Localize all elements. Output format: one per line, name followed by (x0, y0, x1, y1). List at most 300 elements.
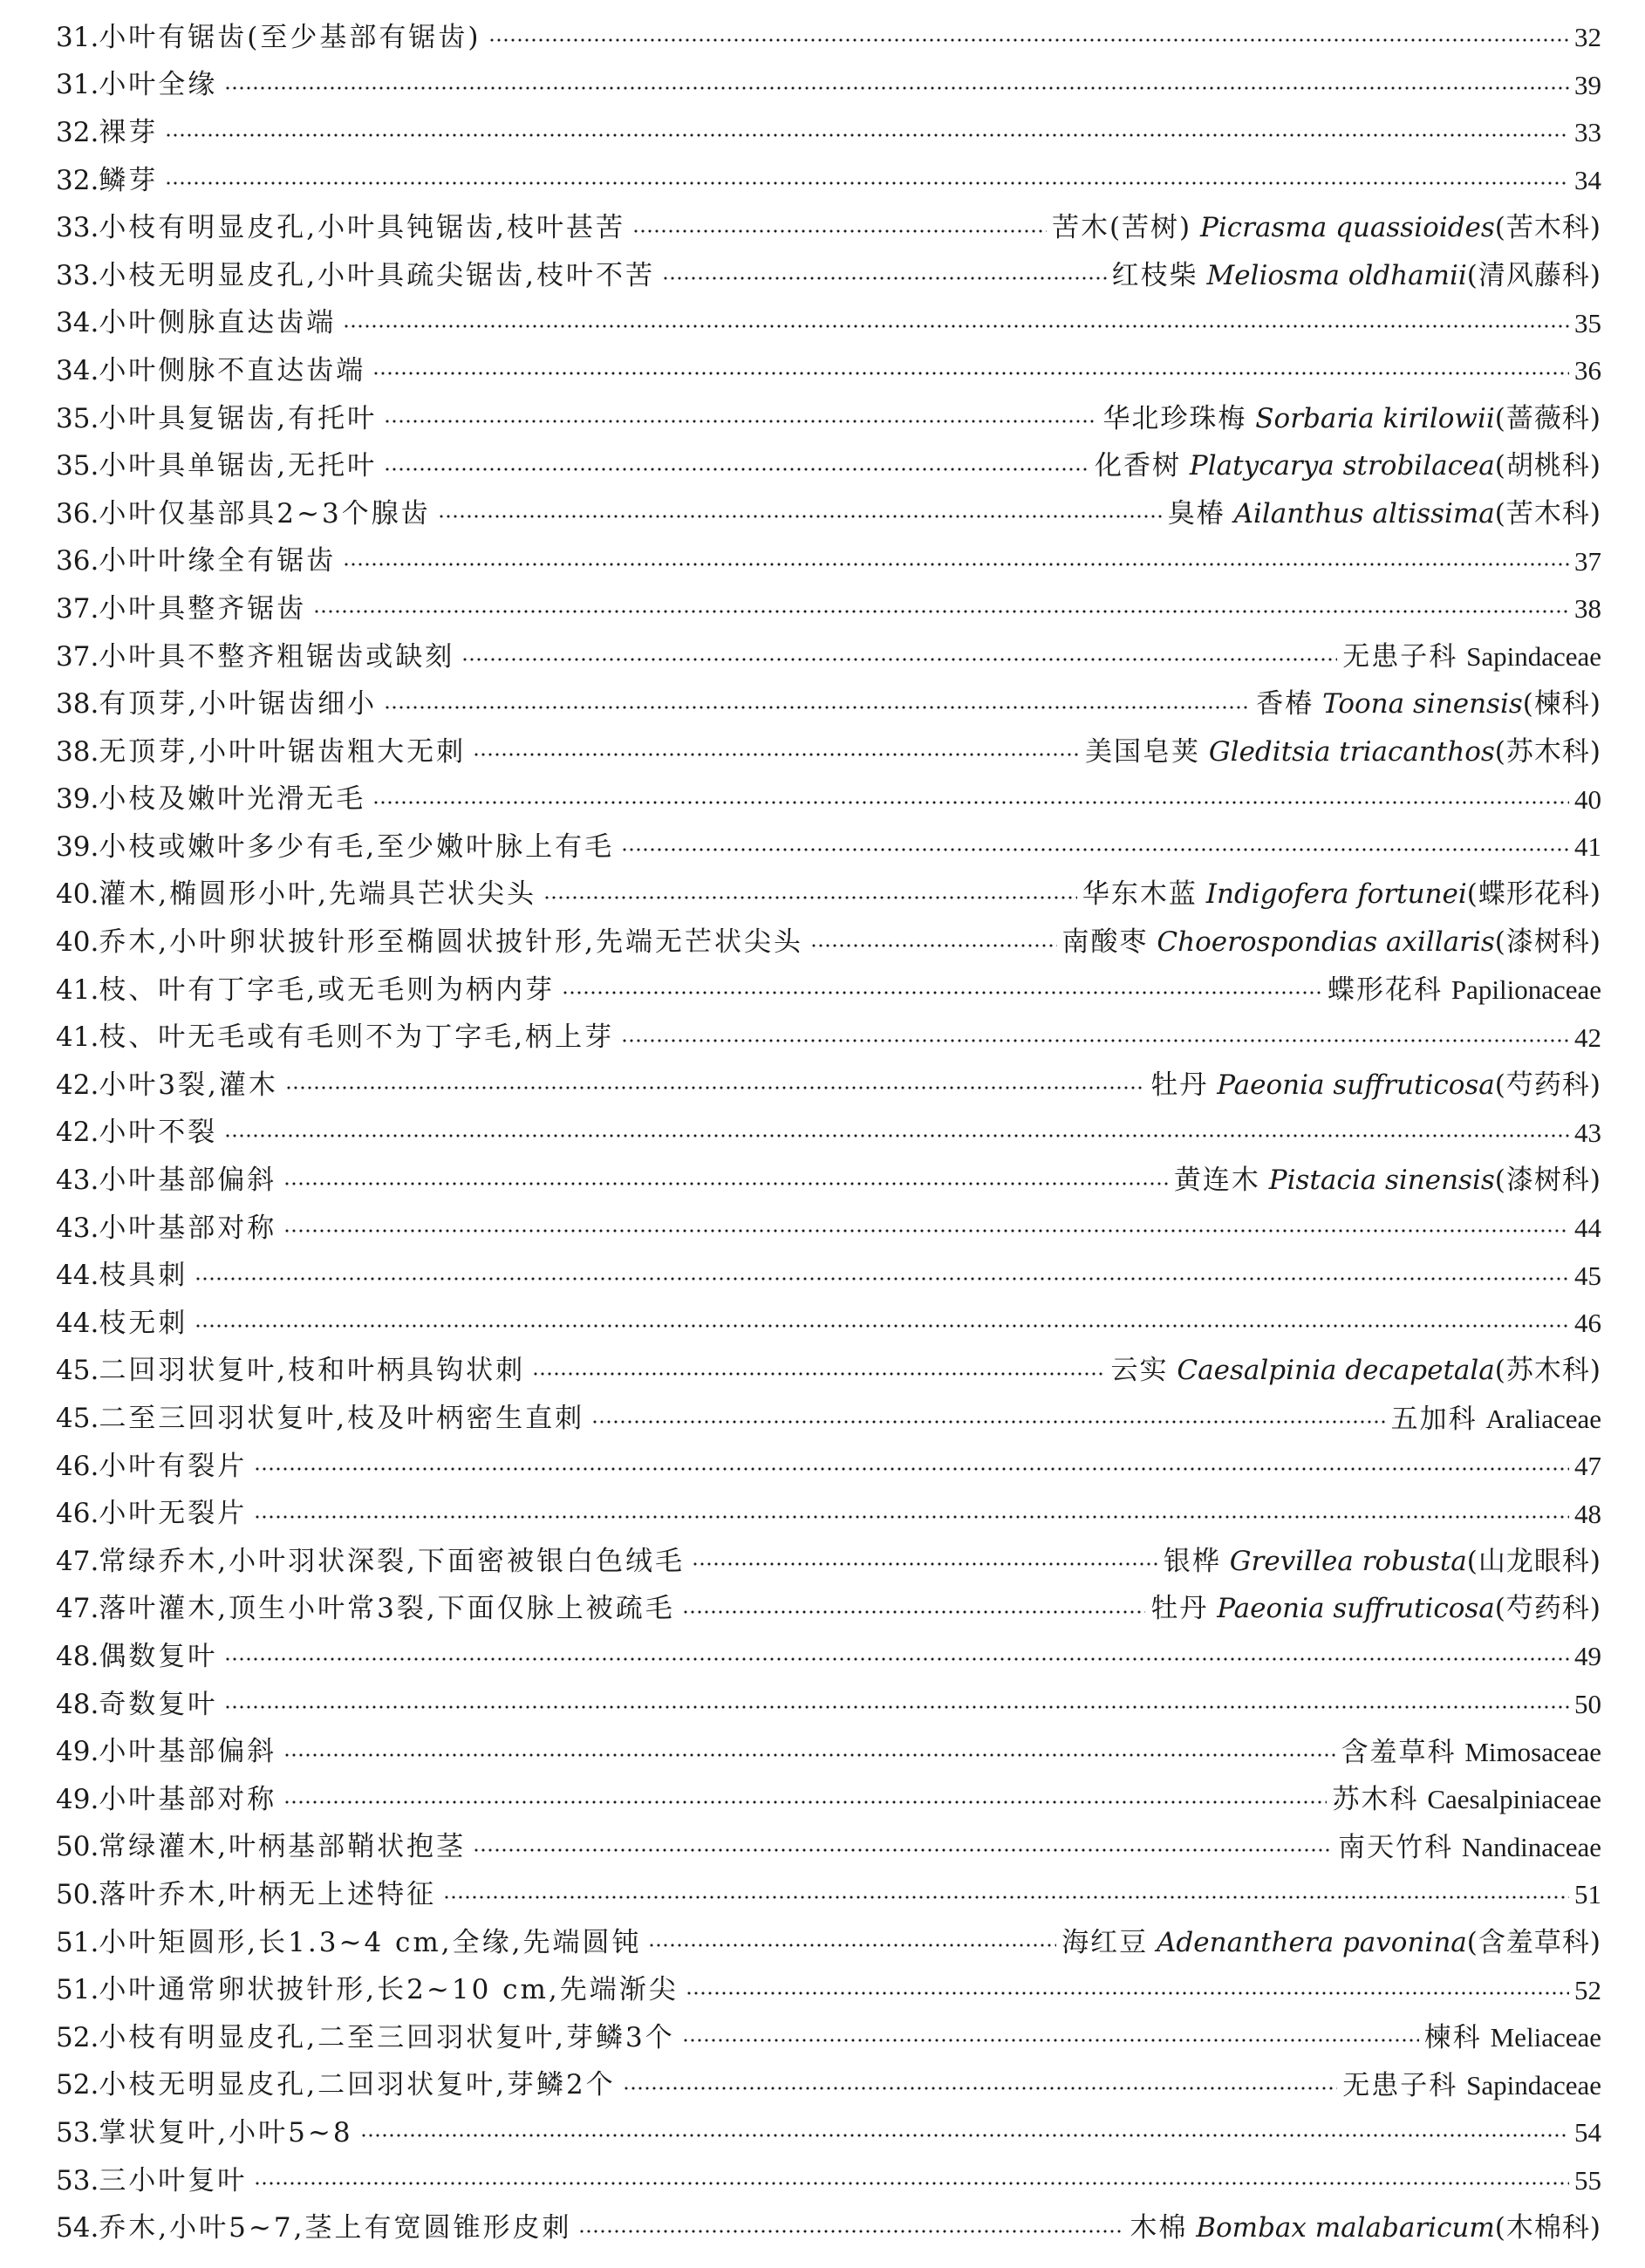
couplet-number: 49. (56, 1783, 99, 1815)
dot-leader (473, 1848, 1333, 1852)
key-row (56, 1871, 1601, 1919)
dot-leader (623, 2087, 1337, 2090)
dot-leader (461, 658, 1337, 661)
couplet-number: 32. (56, 164, 99, 196)
key-row (56, 347, 1601, 395)
dot-leader (224, 1657, 1569, 1661)
dot-leader (254, 1515, 1569, 1519)
couplet-number: 47. (56, 1545, 99, 1577)
dot-leader (372, 372, 1569, 375)
couplet-description: 常绿乔木,小叶羽状深裂,下面密被银白色绒毛 (99, 1545, 686, 1577)
taxon-scientific-name: Indigofera fortunei (1205, 878, 1467, 911)
family-chinese-name: (含羞草科) (1466, 1926, 1601, 1958)
key-row (56, 1157, 1601, 1205)
dot-leader (438, 515, 1163, 518)
couplet-description: 小叶具复锯齿,有托叶 (99, 402, 378, 434)
couplet-description: 小叶基部偏斜 (99, 1736, 277, 1768)
couplet-description: 乔木,小叶卵状披针形至椭圆状披针形,先端无芒状尖头 (99, 926, 804, 959)
couplet-number: 37. (56, 592, 99, 625)
couplet-description: 小叶具不整齐粗锯齿或缺刻 (99, 640, 455, 673)
couplet-number: 34. (56, 354, 99, 386)
taxon-chinese-name: 苏木科 (1332, 1784, 1419, 1816)
couplet-description: 小叶具单锯齿,无托叶 (99, 450, 378, 482)
key-row (56, 490, 1601, 538)
dot-leader (443, 1896, 1569, 1899)
dot-leader (621, 848, 1569, 851)
key-row (56, 62, 1601, 110)
taxon-chinese-name: 含羞草科 (1341, 1736, 1457, 1768)
dot-leader (682, 2039, 1419, 2042)
couplet-number: 34. (56, 307, 99, 339)
couplet-result (1574, 357, 1601, 385)
taxon-chinese-name: 南天竹科 (1338, 1831, 1454, 1863)
couplet-result (1338, 1831, 1601, 1863)
dot-leader (686, 1991, 1569, 1995)
couplet-result (1574, 119, 1601, 147)
key-row (56, 633, 1601, 681)
couplet-number: 36. (56, 497, 99, 529)
target-couplet-number: 46 (1574, 1308, 1601, 1339)
couplet-result (1574, 1021, 1601, 1053)
couplet-description: 小枝或嫩叶多少有毛,至少嫩叶脉上有毛 (99, 830, 615, 863)
couplet-description: 小叶具整齐锯齿 (99, 592, 307, 625)
couplet-description: 乔木,小叶5~7,茎上有宽圆锥形皮刺 (99, 2212, 572, 2244)
taxon-scientific-name: Platycarya strobilacea (1189, 450, 1495, 482)
dot-leader (165, 181, 1569, 185)
couplet-result (1574, 1262, 1601, 1290)
couplet-description: 有顶芽,小叶锯齿细小 (99, 688, 378, 721)
key-row (56, 252, 1601, 300)
couplet-number: 53. (56, 2116, 99, 2148)
couplet-description: 落叶乔木,叶柄无上述特征 (99, 1878, 437, 1910)
couplet-result (1342, 2069, 1601, 2101)
couplet-result (1574, 1691, 1601, 1718)
target-couplet-number: 52 (1574, 1974, 1601, 2005)
target-couplet-number: 40 (1574, 783, 1601, 815)
dot-leader (195, 1324, 1569, 1328)
key-row (56, 919, 1601, 967)
couplet-number: 50. (56, 1831, 99, 1863)
dot-leader (285, 1086, 1145, 1090)
couplet-number: 54. (56, 2212, 99, 2244)
family-chinese-name: (木棉科) (1494, 2212, 1601, 2244)
couplet-description: 落叶灌木,顶生小叶常3裂,下面仅脉上被疏毛 (99, 1593, 675, 1625)
taxon-scientific-name: Toona sinensis (1322, 688, 1523, 721)
couplet-description: 裸芽 (99, 116, 159, 148)
target-couplet-number: 50 (1574, 1689, 1601, 1720)
dot-leader (662, 277, 1107, 280)
taxon-scientific-name: Paeonia suffruticosa (1217, 1593, 1495, 1625)
couplet-description: 小叶基部对称 (99, 1783, 277, 1815)
dot-leader (254, 1467, 1569, 1471)
dot-leader (165, 133, 1569, 137)
key-row (56, 1395, 1601, 1443)
dot-leader (488, 38, 1570, 42)
couplet-number: 41. (56, 973, 99, 1006)
family-latin-name: Meliaceae (1490, 2022, 1601, 2053)
couplet-result (1574, 167, 1601, 195)
dot-leader (532, 1372, 1105, 1376)
couplet-result (1574, 307, 1601, 338)
couplet-number: 35. (56, 402, 99, 434)
dot-leader (591, 1420, 1385, 1424)
couplet-result (1574, 1500, 1601, 1528)
couplet-result (1102, 402, 1601, 434)
couplet-number: 40. (56, 926, 99, 959)
taxon-chinese-name: 南酸枣 (1061, 926, 1149, 959)
target-couplet-number: 35 (1574, 307, 1601, 338)
couplet-description: 小枝及嫩叶光滑无毛 (99, 783, 366, 816)
key-row (56, 1110, 1601, 1158)
couplet-description: 小叶侧脉不直达齿端 (99, 354, 366, 386)
target-couplet-number: 49 (1574, 1641, 1601, 1672)
key-row (56, 1538, 1601, 1586)
family-chinese-name: (山龙眼科) (1466, 1545, 1601, 1577)
couplet-number: 45. (56, 1355, 99, 1387)
target-couplet-number: 43 (1574, 1117, 1601, 1148)
couplet-number: 39. (56, 783, 99, 816)
family-latin-name: Sapindaceae (1466, 641, 1601, 673)
dot-leader (682, 1610, 1146, 1614)
couplet-description: 小叶通常卵状披针形,长2~10 cm,先端渐尖 (99, 1974, 679, 2006)
couplet-number: 46. (56, 1498, 99, 1530)
taxon-chinese-name: 无患子科 (1342, 641, 1458, 673)
key-row (56, 395, 1601, 443)
couplet-result (1342, 643, 1601, 671)
family-latin-name: Sapindaceae (1466, 2069, 1601, 2101)
couplet-result (1150, 1593, 1601, 1625)
couplet-result (1574, 2119, 1601, 2147)
couplet-number: 44. (56, 1260, 99, 1292)
couplet-description: 枝无刺 (99, 1307, 188, 1339)
dot-leader (648, 1944, 1056, 1947)
taxon-chinese-name: 华东木蓝 (1082, 878, 1198, 911)
dot-leader (343, 563, 1569, 566)
couplet-number: 33. (56, 212, 99, 244)
family-chinese-name: (清风藤科) (1466, 259, 1601, 291)
couplet-description: 小叶基部对称 (99, 1212, 277, 1244)
couplet-result (1574, 545, 1601, 577)
couplet-description: 枝具刺 (99, 1260, 188, 1292)
taxon-chinese-name: 苦木(苦树) (1051, 212, 1192, 244)
couplet-number: 39. (56, 830, 99, 863)
taxon-chinese-name: 海红豆 (1061, 1926, 1149, 1958)
key-row (56, 2204, 1601, 2252)
target-couplet-number: 32 (1574, 22, 1601, 53)
couplet-number: 48. (56, 1688, 99, 1720)
couplet-number: 43. (56, 1165, 99, 1197)
dot-leader (313, 610, 1569, 613)
key-row (56, 823, 1601, 871)
couplet-result (1574, 1119, 1601, 1147)
key-row (56, 14, 1601, 62)
couplet-number: 52. (56, 2069, 99, 2101)
target-couplet-number: 34 (1574, 165, 1601, 196)
dot-leader (632, 229, 1047, 233)
couplet-result (1173, 1165, 1601, 1197)
family-latin-name: Caesalpiniaceae (1427, 1784, 1601, 1815)
couplet-number: 31. (56, 21, 99, 53)
couplet-number: 44. (56, 1307, 99, 1339)
family-chinese-name: (芍药科) (1494, 1069, 1601, 1101)
family-latin-name: Papilionaceae (1450, 974, 1601, 1006)
identification-key (56, 14, 1601, 2252)
couplet-description: 小叶矩圆形,长1.3~4 cm,全缘,先端圆钝 (99, 1926, 642, 1958)
couplet-result (1574, 595, 1601, 623)
target-couplet-number: 42 (1574, 1021, 1601, 1053)
taxon-scientific-name: Choerospondias axillaris (1157, 926, 1495, 959)
key-row (56, 1966, 1601, 2014)
dot-leader (810, 944, 1057, 947)
dot-leader (283, 1800, 1327, 1804)
key-row (56, 1919, 1601, 1967)
family-latin-name: Mimosaceae (1464, 1736, 1601, 1767)
key-row (56, 1205, 1601, 1253)
couplet-number: 50. (56, 1878, 99, 1910)
key-row (56, 1062, 1601, 1110)
key-row (56, 871, 1601, 919)
dot-leader (473, 753, 1080, 756)
couplet-description: 小叶仅基部具2~3个腺齿 (99, 497, 431, 529)
couplet-number: 38. (56, 735, 99, 768)
dot-leader (283, 1753, 1335, 1757)
family-chinese-name: (苦木科) (1494, 212, 1601, 244)
couplet-description: 小叶有裂片 (99, 1450, 248, 1482)
couplet-description: 小叶有锯齿(至少基部有锯齿) (99, 21, 481, 53)
couplet-number: 53. (56, 2164, 99, 2196)
key-row (56, 1348, 1601, 1396)
couplet-result (1163, 1545, 1601, 1577)
couplet-number: 32. (56, 116, 99, 148)
couplet-number: 35. (56, 450, 99, 482)
target-couplet-number: 39 (1574, 69, 1601, 100)
couplet-description: 小叶叶缘全有锯齿 (99, 545, 337, 577)
couplet-result (1082, 878, 1601, 911)
couplet-description: 枝、叶有丁字毛,或无毛则为柄内芽 (99, 973, 556, 1006)
key-row (56, 1014, 1601, 1062)
couplet-description: 鳞芽 (99, 164, 159, 196)
couplet-description: 枝、叶无毛或有毛则不为丁字毛,柄上芽 (99, 1021, 615, 1054)
dot-leader (384, 468, 1089, 471)
family-chinese-name: (漆树科) (1494, 926, 1601, 959)
taxon-scientific-name: Pistacia sinensis (1268, 1165, 1495, 1197)
couplet-result (1332, 1786, 1601, 1814)
couplet-result (1574, 1643, 1601, 1670)
couplet-description: 二回羽状复叶,枝和叶柄具钩状刺 (99, 1355, 526, 1387)
key-row (56, 204, 1601, 252)
dot-leader (224, 86, 1569, 90)
couplet-number: 51. (56, 1926, 99, 1958)
couplet-description: 偶数复叶 (99, 1640, 218, 1672)
dot-leader (372, 801, 1569, 804)
couplet-number: 37. (56, 640, 99, 673)
dot-leader (224, 1705, 1569, 1709)
taxon-chinese-name: 银桦 (1163, 1545, 1221, 1577)
key-row (56, 2157, 1601, 2205)
taxon-chinese-name: 楝科 (1423, 2022, 1482, 2054)
couplet-number: 42. (56, 1117, 99, 1149)
key-row (56, 2014, 1601, 2062)
key-row (56, 2109, 1601, 2157)
couplet-result (1341, 1736, 1601, 1768)
couplet-result (1574, 833, 1601, 861)
couplet-result (1111, 259, 1601, 291)
couplet-result (1150, 1069, 1601, 1101)
taxon-chinese-name: 红枝柴 (1111, 259, 1198, 291)
taxon-chinese-name: 牡丹 (1150, 1593, 1209, 1625)
couplet-result (1424, 2024, 1601, 2052)
taxon-chinese-name: 华北珍珠梅 (1102, 402, 1247, 434)
dot-leader (384, 706, 1251, 709)
couplet-description: 掌状复叶,小叶5~8 (99, 2116, 353, 2148)
key-row (56, 1490, 1601, 1538)
couplet-result (1574, 69, 1601, 100)
family-latin-name: Araliaceae (1485, 1403, 1601, 1434)
taxon-chinese-name: 化香树 (1095, 450, 1181, 482)
taxon-scientific-name: Grevillea robusta (1229, 1545, 1467, 1577)
family-chinese-name: (漆树科) (1494, 1165, 1601, 1197)
couplet-result (1574, 24, 1601, 51)
couplet-description: 小枝无明显皮孔,小叶具疏尖锯齿,枝叶不苦 (99, 259, 656, 291)
taxon-chinese-name: 蝶形花科 (1328, 974, 1443, 1007)
taxon-chinese-name: 黄连木 (1173, 1165, 1260, 1197)
couplet-result (1574, 1974, 1601, 2005)
family-chinese-name: (芍药科) (1494, 1593, 1601, 1625)
taxon-chinese-name: 无患子科 (1342, 2069, 1458, 2101)
family-chinese-name: (楝科) (1522, 688, 1601, 721)
key-row (56, 680, 1601, 728)
couplet-number: 48. (56, 1640, 99, 1672)
taxon-chinese-name: 木棉 (1130, 2212, 1188, 2244)
couplet-number: 51. (56, 1974, 99, 2006)
taxon-chinese-name: 香椿 (1256, 688, 1314, 721)
dot-leader (224, 1134, 1569, 1137)
couplet-description: 三小叶复叶 (99, 2164, 248, 2196)
key-row (56, 1252, 1601, 1300)
couplet-result (1256, 688, 1601, 721)
key-row (56, 1776, 1601, 1824)
couplet-number: 52. (56, 2021, 99, 2053)
couplet-description: 小枝有明显皮孔,二至三回羽状复叶,芽鳞3个 (99, 2021, 675, 2053)
family-chinese-name: (蔷薇科) (1494, 402, 1601, 434)
couplet-description: 奇数复叶 (99, 1688, 218, 1720)
family-chinese-name: (胡桃科) (1494, 450, 1601, 482)
couplet-description: 无顶芽,小叶叶锯齿粗大无刺 (99, 735, 467, 768)
target-couplet-number: 33 (1574, 117, 1601, 148)
family-chinese-name: (苦木科) (1494, 497, 1601, 529)
target-couplet-number: 38 (1574, 593, 1601, 625)
couplet-description: 小枝有明显皮孔,小叶具钝锯齿,枝叶甚苦 (99, 212, 626, 244)
key-row (56, 109, 1601, 157)
dot-leader (562, 991, 1322, 994)
couplet-description: 小叶3裂,灌木 (99, 1069, 278, 1101)
key-row (56, 967, 1601, 1014)
dot-leader (343, 324, 1569, 328)
key-row (56, 300, 1601, 348)
key-row (56, 776, 1601, 824)
key-row (56, 1728, 1601, 1776)
taxon-scientific-name: Paeonia suffruticosa (1217, 1069, 1495, 1101)
couplet-description: 常绿灌木,叶柄基部鞘状抱茎 (99, 1831, 467, 1863)
taxon-scientific-name: Sorbaria kirilowii (1255, 402, 1495, 434)
target-couplet-number: 48 (1574, 1498, 1601, 1529)
key-row (56, 1633, 1601, 1681)
key-row (56, 157, 1601, 205)
dot-leader (692, 1562, 1158, 1566)
couplet-number: 43. (56, 1212, 99, 1244)
taxon-scientific-name: Ailanthus altissima (1233, 497, 1495, 529)
couplet-result (1391, 1405, 1601, 1433)
target-couplet-number: 41 (1574, 831, 1601, 863)
dot-leader (384, 420, 1097, 423)
key-row (56, 442, 1601, 490)
family-chinese-name: (苏木科) (1494, 735, 1601, 768)
target-couplet-number: 37 (1574, 545, 1601, 577)
dot-leader (621, 1039, 1569, 1042)
couplet-result (1130, 2212, 1601, 2244)
taxon-chinese-name: 美国皂荚 (1085, 735, 1201, 768)
taxon-chinese-name: 云实 (1110, 1355, 1169, 1387)
target-couplet-number: 51 (1574, 1879, 1601, 1910)
couplet-result (1051, 212, 1601, 244)
couplet-result (1574, 1309, 1601, 1337)
key-row (56, 1586, 1601, 1634)
couplet-description: 灌木,椭圆形小叶,先端具芒状尖头 (99, 878, 537, 911)
couplet-result (1574, 1452, 1601, 1480)
couplet-description: 小叶侧脉直达齿端 (99, 307, 337, 339)
couplet-number: 45. (56, 1403, 99, 1435)
couplet-result (1095, 450, 1601, 482)
taxon-scientific-name: Meliosma oldhamii (1206, 259, 1467, 291)
couplet-number: 46. (56, 1450, 99, 1482)
family-chinese-name: (苏木科) (1494, 1355, 1601, 1387)
couplet-number: 33. (56, 259, 99, 291)
couplet-number: 36. (56, 545, 99, 577)
taxon-chinese-name: 牡丹 (1150, 1069, 1209, 1101)
key-row (56, 1300, 1601, 1348)
key-row (56, 728, 1601, 776)
family-chinese-name: (蝶形花科) (1466, 878, 1601, 911)
key-row (56, 1443, 1601, 1491)
key-row (56, 1824, 1601, 1872)
target-couplet-number: 47 (1574, 1451, 1601, 1482)
target-couplet-number: 45 (1574, 1260, 1601, 1291)
couplet-description: 小枝无明显皮孔,二回羽状复叶,芽鳞2个 (99, 2069, 616, 2101)
target-couplet-number: 54 (1574, 2117, 1601, 2148)
taxon-chinese-name: 臭椿 (1167, 497, 1225, 529)
key-row (56, 585, 1601, 633)
couplet-result (1328, 974, 1601, 1007)
key-row (56, 1681, 1601, 1729)
couplet-result (1574, 2167, 1601, 2195)
couplet-number: 31. (56, 69, 99, 101)
dot-leader (360, 2134, 1569, 2137)
target-couplet-number: 44 (1574, 1213, 1601, 1244)
couplet-number: 41. (56, 1021, 99, 1054)
couplet-description: 二至三回羽状复叶,枝及叶柄密生直刺 (99, 1403, 585, 1435)
taxon-scientific-name: Bombax malabaricum (1196, 2212, 1495, 2244)
couplet-result (1061, 1926, 1601, 1958)
key-row (56, 2062, 1601, 2110)
couplet-description: 小叶无裂片 (99, 1498, 248, 1530)
dot-leader (254, 2182, 1569, 2185)
couplet-result (1574, 1881, 1601, 1909)
couplet-description: 小叶基部偏斜 (99, 1165, 277, 1197)
couplet-number: 42. (56, 1069, 99, 1101)
target-couplet-number: 55 (1574, 2165, 1601, 2196)
dot-leader (543, 896, 1077, 899)
family-latin-name: Nandinaceae (1461, 1831, 1601, 1862)
